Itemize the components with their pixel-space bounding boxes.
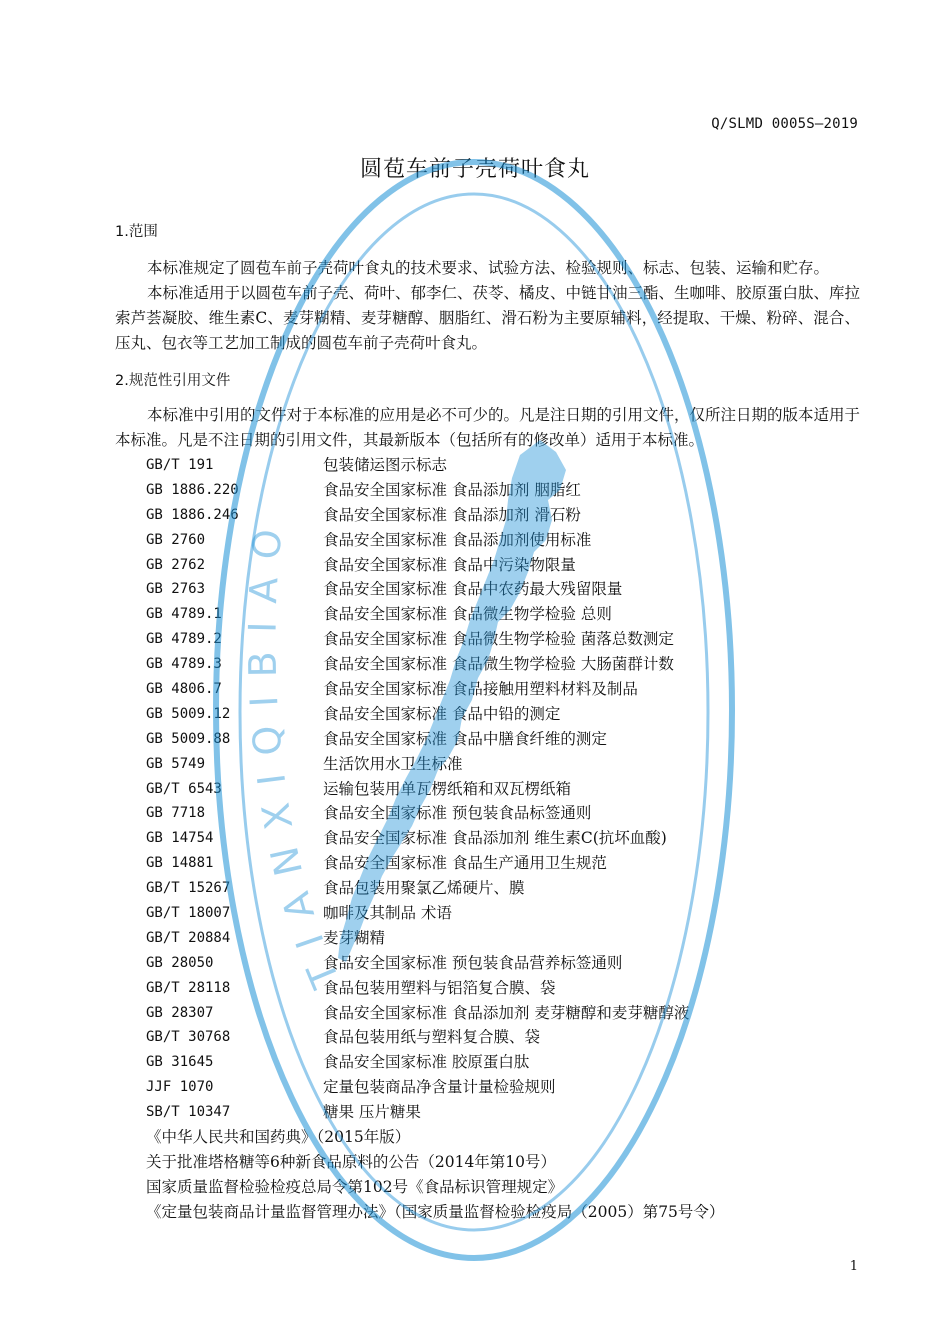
reference-row: [146, 553, 846, 578]
reference-title: 食品安全国家标准 食品中农药最大残留限量: [323, 580, 623, 599]
reference-code: GB 28050: [146, 954, 214, 971]
reference-title: 食品安全国家标准 预包装食品标签通则: [323, 804, 592, 823]
reference-title: 食品包装用塑料与铝箔复合膜、袋: [323, 978, 556, 997]
reference-row: [146, 876, 846, 901]
reference-row: [146, 577, 846, 602]
reference-row: [146, 826, 846, 851]
reference-row: [146, 752, 846, 777]
reference-code: GB 4789.1: [146, 606, 222, 623]
reference-code: GB 4789.2: [146, 631, 222, 648]
other-documents-list: [146, 1125, 886, 1225]
reference-list: [146, 453, 846, 1125]
reference-code: SB/T 10347: [146, 1104, 231, 1121]
reference-title: 食品安全国家标准 食品添加剂 胭脂红: [323, 480, 581, 499]
reference-row: [146, 1050, 846, 1075]
reference-row: [146, 1001, 846, 1026]
reference-code: GB 2762: [146, 556, 206, 573]
reference-code: GB 14881: [146, 855, 214, 872]
reference-code: GB/T 6543: [146, 780, 222, 797]
document-title: 圆苞车前子壳荷叶食丸: [359, 157, 590, 182]
references-intro-paragraph: 本标准中引用的文件对于本标准的应用是必不可少的。凡是注日期的引用文件，仅所注日期的版本适用于本标准。凡是不注日期的引用文件，其最新版本（包括所有的修改单）适用于本标准。: [115, 406, 861, 449]
scope-paragraph-2: 本标准适用于以圆苞车前子壳、荷叶、郁李仁、茯苓、橘皮、中链甘油三酯、生咖啡、胶原蛋白肽、库拉索芦荟凝胶、维生素C、麦芽糊精、麦芽糖醇、胭脂红、滑石粉为主要原辅料，经提取、干燥、粉碎、混合、压丸、包衣等工艺加工制成的圆苞车前子壳荷叶食丸。: [115, 284, 861, 352]
reference-row: [146, 677, 846, 702]
reference-code: GB 5749: [146, 755, 206, 772]
other-document-item: 《中华人民共和国药典》（2015年版）: [146, 1128, 411, 1146]
reference-title: 食品安全国家标准 食品中膳食纤维的测定: [323, 729, 607, 748]
reference-code: GB/T 30768: [146, 1029, 231, 1046]
reference-row: [146, 801, 846, 826]
reference-title: 食品安全国家标准 食品微生物学检验 菌落总数测定: [323, 630, 674, 649]
reference-title: 运输包装用单瓦楞纸箱和双瓦楞纸箱: [323, 779, 572, 798]
reference-code: JJF 1070: [146, 1079, 214, 1096]
reference-row: [146, 478, 846, 503]
section-heading-normative-references: 2.规范性引用文件: [115, 373, 231, 389]
reference-title: 食品安全国家标准 食品添加剂 维生素C(抗坏血酸): [323, 829, 667, 848]
reference-title: 食品包装用纸与塑料复合膜、袋: [323, 1028, 541, 1047]
reference-code: GB/T 28118: [146, 979, 231, 996]
reference-title: 食品安全国家标准 预包装食品营养标签通则: [323, 953, 623, 972]
reference-title: 咖啡及其制品 术语: [323, 904, 452, 923]
reference-row: [146, 652, 846, 677]
reference-row: [146, 777, 846, 802]
reference-title: 包装储运图示标志: [323, 456, 448, 474]
reference-code: GB/T 191: [146, 457, 214, 473]
reference-code: GB 4789.3: [146, 656, 222, 673]
reference-code: GB 4806.7: [146, 681, 222, 698]
reference-code: GB 2763: [146, 581, 206, 598]
reference-row: [146, 901, 846, 926]
reference-code: GB/T 15267: [146, 880, 231, 897]
reference-code: GB 5009.12: [146, 705, 231, 722]
page-number: 1: [849, 1259, 858, 1274]
other-document-item: 国家质量监督检验检疫总局令第102号《食品标识管理规定》: [146, 1177, 564, 1196]
reference-code: GB 31645: [146, 1054, 214, 1071]
reference-code: GB 2760: [146, 531, 206, 548]
reference-code: GB 1886.246: [146, 506, 239, 523]
reference-title: 麦芽糊精: [323, 928, 386, 947]
reference-title: 食品安全国家标准 食品中污染物限量: [323, 555, 576, 574]
reference-row: [146, 503, 846, 528]
reference-title: 定量包装商品净含量计量检验规则: [323, 1078, 556, 1097]
scope-paragraph-1: 本标准规定了圆苞车前子壳荷叶食丸的技术要求、试验方法、检验规则、标志、包装、运输和贮存。: [147, 259, 830, 277]
reference-title: 食品安全国家标准 食品微生物学检验 总则: [323, 605, 612, 624]
reference-row: [146, 1075, 846, 1100]
reference-code: GB 7718: [146, 805, 206, 822]
other-document-item: 《定量包装商品计量监督管理办法》（国家质量监督检验检疫局（2005）第75号令）: [146, 1202, 725, 1221]
reference-title: 生活饮用水卫生标准: [323, 754, 463, 773]
reference-title: 食品包装用聚氯乙烯硬片、膜: [323, 879, 525, 898]
reference-row: [146, 1100, 846, 1125]
reference-code: GB 1886.220: [146, 481, 239, 498]
reference-row: [146, 951, 846, 976]
reference-row: [146, 976, 846, 1001]
reference-title: 食品安全国家标准 胶原蛋白肽: [323, 1053, 530, 1072]
reference-title: 食品安全国家标准 食品中铅的测定: [323, 704, 561, 723]
reference-title: 糖果 压片糖果: [323, 1103, 421, 1122]
reference-code: GB/T 20884: [146, 929, 231, 946]
reference-code: GB 14754: [146, 830, 214, 847]
reference-row: [146, 851, 846, 876]
reference-title: 食品安全国家标准 食品微生物学检验 大肠菌群计数: [323, 655, 674, 674]
reference-code: GB/T 18007: [146, 905, 231, 922]
reference-code: GB 5009.88: [146, 730, 231, 747]
reference-row: [146, 1025, 846, 1050]
reference-row: [146, 627, 846, 652]
reference-row: [146, 453, 846, 478]
document-number: Q/SLMD 0005S—2019: [711, 116, 858, 132]
reference-title: 食品安全国家标准 食品添加剂使用标准: [323, 530, 592, 549]
other-document-item: 关于批准塔格糖等6种新食品原料的公告（2014年第10号）: [146, 1152, 557, 1171]
reference-title: 食品安全国家标准 食品生产通用卫生规范: [323, 854, 607, 873]
reference-row: [146, 727, 846, 752]
reference-code: GB 28307: [146, 1004, 214, 1021]
reference-row: [146, 926, 846, 951]
section-heading-scope: 1.范围: [115, 224, 158, 240]
reference-row: [146, 702, 846, 727]
reference-row: [146, 602, 846, 627]
reference-row: [146, 528, 846, 553]
reference-title: 食品安全国家标准 食品添加剂 麦芽糖醇和麦芽糖醇液: [323, 1003, 690, 1022]
reference-title: 食品安全国家标准 食品添加剂 滑石粉: [323, 505, 581, 524]
reference-title: 食品安全国家标准 食品接触用塑料材料及制品: [323, 680, 638, 699]
watermark-ring-text: TIANXIQIBIAO: [240, 509, 349, 994]
